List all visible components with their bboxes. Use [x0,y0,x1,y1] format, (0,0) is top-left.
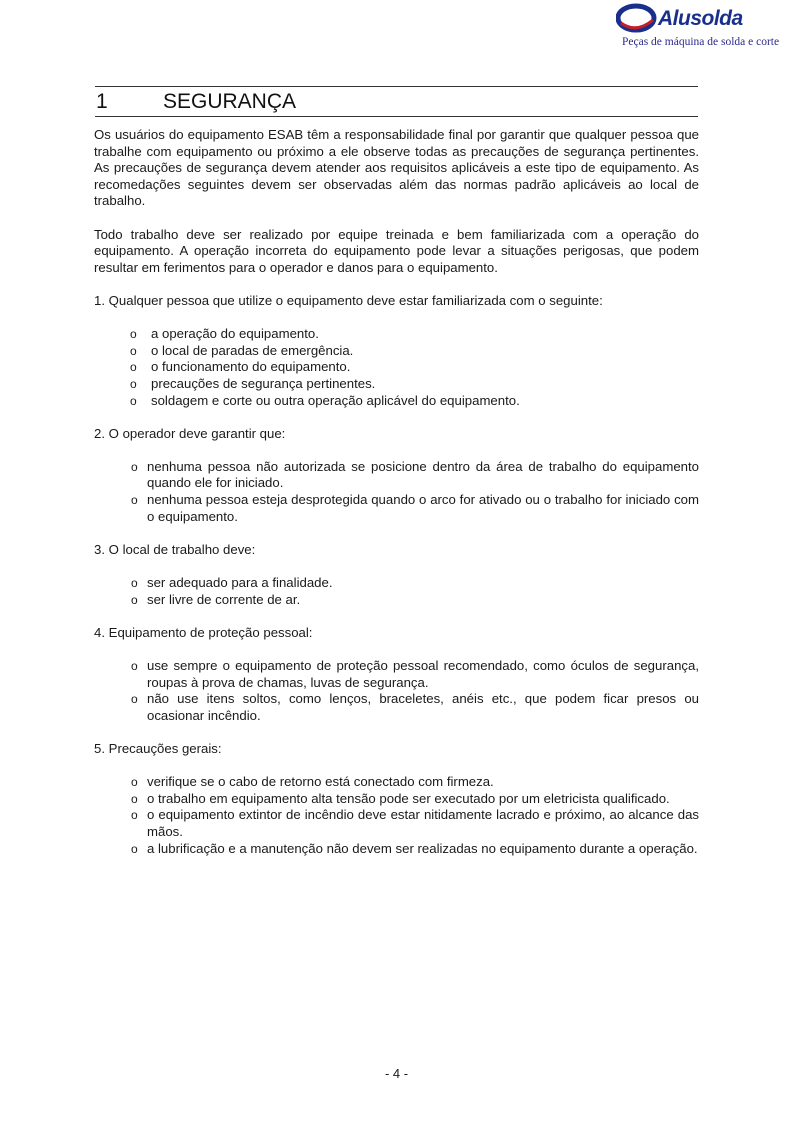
list-item: o nenhuma pessoa esteja desprotegida quando o arco for ativado ou o trabalho for iniciado com o equipamento. [131,492,699,524]
list-item: o use sempre o equipamento de proteção pessoal recomendado, como óculos de segurança, roupas à prova de chamas, luvas de segurança. [131,658,699,690]
page-number: - 4 - [384,1066,409,1081]
section-3-list [94,575,699,608]
bullet-icon: o [131,775,138,790]
bullet-icon: o [131,841,138,856]
list-item: o precauções de segurança pertinentes. [130,375,376,391]
bullet-icon: o [130,327,137,342]
bullet-icon: o [131,576,138,591]
heading-rule-bottom [95,116,698,117]
list-item: o a lubrificação e a manutenção não devem ser realizadas no equipamento durante a operação. [131,840,698,856]
section-2-list [94,459,699,525]
section-4-list [94,658,699,724]
section-2-heading: 2. O operador deve garantir que: [94,425,286,441]
bullet-icon: o [131,791,138,806]
section-1-heading: 1. Qualquer pessoa que utilize o equipamento deve estar familiarizada com o seguinte: [94,292,603,308]
list-item: o ser adequado para a finalidade. [131,575,333,591]
list-item: o o funcionamento do equipamento. [130,359,351,375]
bullet-icon: o [130,360,137,375]
training-paragraph: Todo trabalho deve ser realizado por equipe treinada e bem familiarizada com a operação do equipamento. A operação incorreta do equipamento pode levar a situações perigosas, que podem resultar em ferimentos para o operador e danos para o equipamento. [94,226,699,275]
bullet-icon: o [131,808,138,823]
brand-logo [616,3,780,51]
section-title: SEGURANÇA [163,90,297,113]
logo-mark-icon [616,3,658,33]
bullet-icon: o [130,343,137,358]
intro-paragraph: Os usuários do equipamento ESAB têm a responsabilidade final por garantir que qualquer pessoa que trabalhe com equipamento ou próximo a ele observe todas as precauções de segurança pertinentes. As precauções de segurança devem atender aos requisitos aplicáveis a este tipo de equipamento. As recomedações seguintes devem ser observadas além das normas padrão aplicáveis ao local de trabalho. [94,127,699,209]
section-1-list [94,326,699,409]
bullet-icon: o [131,459,138,474]
list-item: o soldagem e corte ou outra operação aplicável do equipamento. [130,392,520,408]
bullet-icon: o [131,592,138,607]
section-4-heading: 4. Equipamento de proteção pessoal: [94,624,313,640]
bullet-icon: o [131,493,138,508]
section-number: 1 [96,90,108,113]
list-item: o o trabalho em equipamento alta tensão pode ser executado por um eletricista qualificado. [131,790,670,806]
bullet-icon: o [131,659,138,673]
document-body [94,127,699,857]
section-5-list [94,774,699,857]
list-item: o o local de paradas de emergência. [130,342,354,358]
list-item: o o equipamento extintor de incêndio deve estar nitidamente lacrado e próximo, ao alcance das mãos. [131,807,699,839]
bullet-icon: o [130,376,137,391]
list-item: o verifique se o cabo de retorno está conectado com firmeza. [131,774,494,790]
list-item: o nenhuma pessoa não autorizada se posicione dentro da área de trabalho do equipamento quando ele for iniciado. [131,458,699,491]
list-item: o ser livre de corrente de ar. [131,591,301,607]
heading-rule-top [95,86,698,87]
bullet-icon: o [130,393,137,408]
brand-tagline: Peças de máquina de solda e corte [622,36,780,48]
brand-name: Alusolda [658,7,743,30]
bullet-icon: o [131,692,138,707]
section-5-heading: 5. Precauções gerais: [94,740,222,756]
list-item: o a operação do equipamento. [130,326,319,342]
section-3-heading: 3. O local de trabalho deve: [94,541,256,557]
list-item: o não use itens soltos, como lenços, braceletes, anéis etc., que podem ficar presos ou ocasionar incêndio. [131,691,699,723]
